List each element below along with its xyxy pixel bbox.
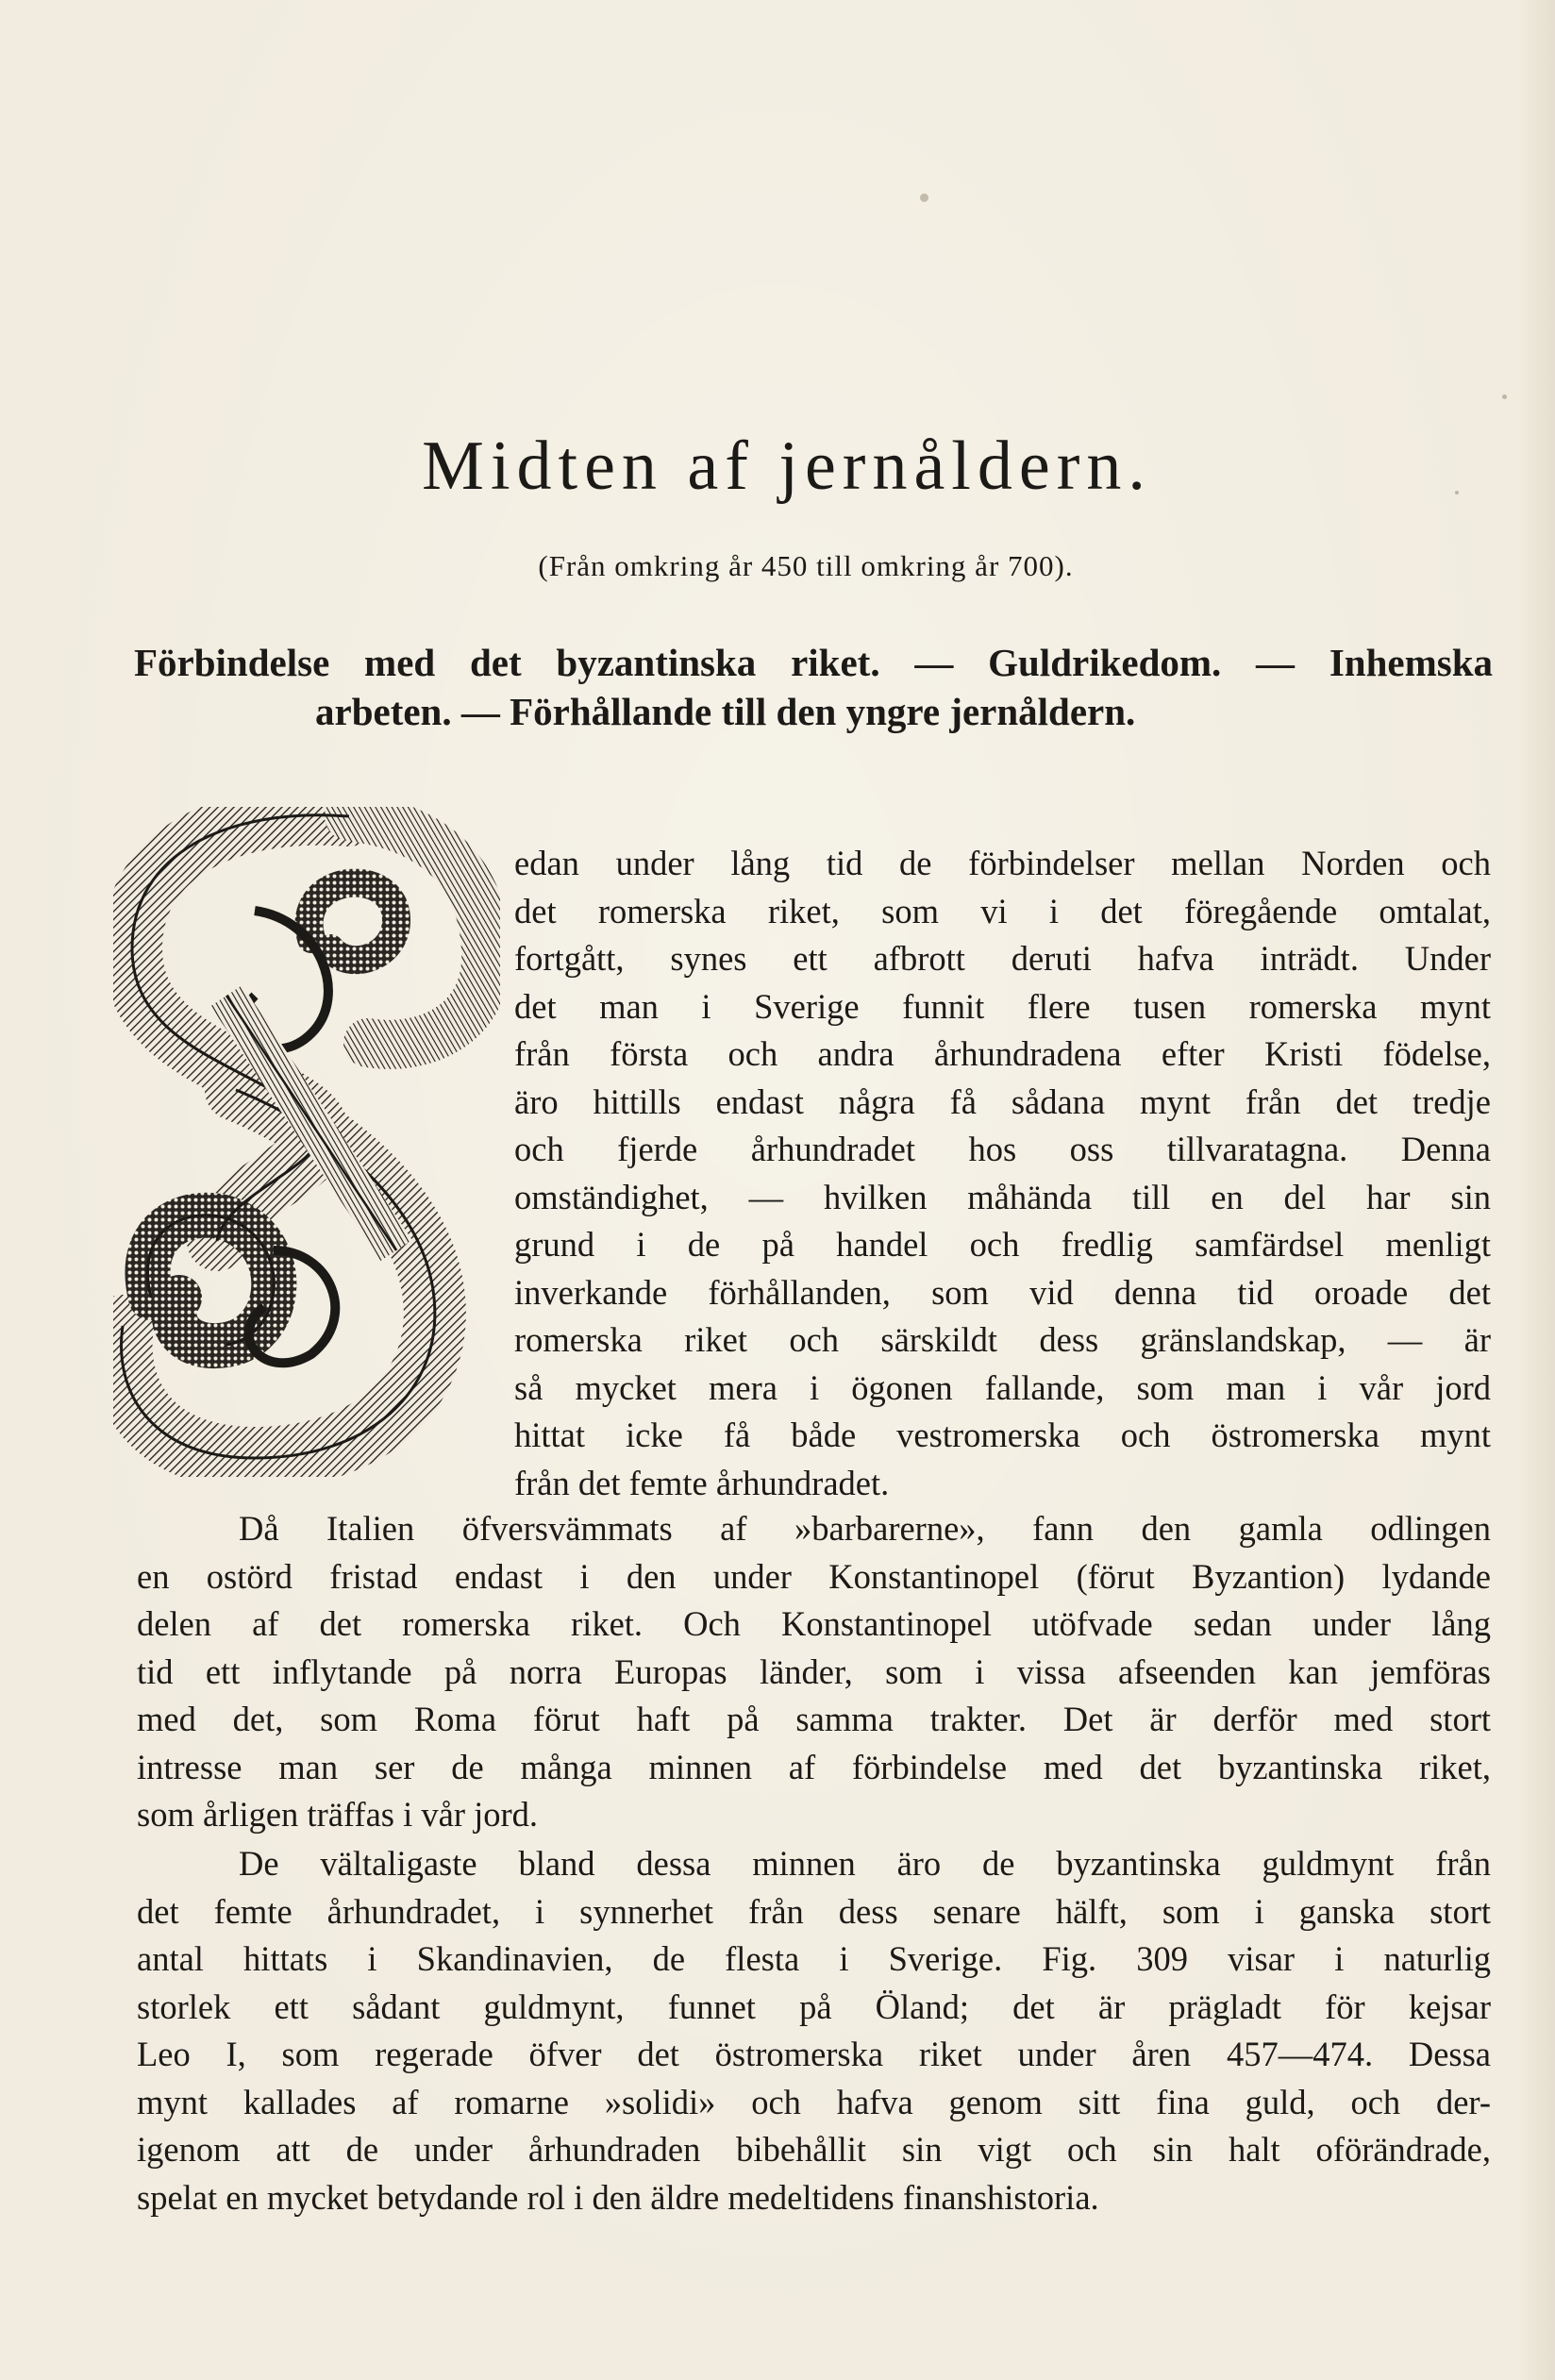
- third-paragraph: [137, 1840, 1491, 2221]
- text-line: edan under lång tid de förbindelser mellan Norden och: [514, 844, 1491, 882]
- text-line: omständighet, — hvilken måhända till en del har sin: [514, 1177, 1491, 1216]
- text-line: fortgått, synes ett afbrott deruti hafva inträdt. Under: [514, 939, 1491, 978]
- text-line: storlek ett sådant guldmynt, funnet på Öland; det är prägladt för kejsar: [137, 1986, 1491, 2026]
- text-line: från första och andra århundradena efter Kristi födelse,: [514, 1034, 1491, 1073]
- text-line: mynt kallades af romarne »solidi» och hafva genom sitt fina guld, och der-: [137, 2082, 1491, 2121]
- text-line: som årligen träffas i vår jord.: [137, 1795, 539, 1834]
- summary-line: arbeten. — Förhållande till den yngre jernåldern.: [315, 690, 1136, 733]
- text-line: det romerska riket, som vi i det föregående omtalat,: [514, 891, 1491, 930]
- text-line: antal hittats i Skandinavien, de flesta i Sverige. Fig. 309 visar i naturlig: [137, 1939, 1491, 1978]
- text-line: från det femte århundradet.: [514, 1463, 890, 1502]
- text-line: romerska riket och särskildt dess gränslandskap, — är: [514, 1320, 1491, 1359]
- first-paragraph: [514, 840, 1491, 1507]
- text-line: intresse man ser de många minnen af förbindelse med det byzantinska riket,: [137, 1747, 1491, 1786]
- text-line: en ostörd fristad endast i den under Konstantinopel (förut Byzantion) lydande: [137, 1556, 1491, 1596]
- paper-speck: [1502, 394, 1507, 399]
- text-line: igenom att de under århundraden bibehållit sin vigt och sin halt oförändrade,: [137, 2130, 1491, 2169]
- text-line: Då Italien öfversvämmats af »barbarerne», fann den gamla odlingen: [239, 1509, 1491, 1548]
- text-line: spelat en mycket betydande rol i den äldre medeltidens finanshistoria.: [137, 2177, 1099, 2217]
- ornamental-initial-s-icon: [113, 807, 500, 1477]
- chapter-date-range: (Från omkring år 450 till omkring år 700).: [538, 549, 1074, 582]
- text-line: och fjerde århundradet hos oss tillvaratagna. Denna: [514, 1130, 1491, 1168]
- text-line: De vältaligaste bland dessa minnen äro de byzantinska guldmynt från: [239, 1844, 1491, 1883]
- page-edge-shadow: [1517, 0, 1555, 2380]
- text-line: inverkande förhållanden, som vid denna tid oroade det: [514, 1272, 1491, 1312]
- text-line: Leo I, som regerade öfver det östromerska riket under åren 457—474. Dessa: [137, 2035, 1491, 2073]
- text-line: med det, som Roma förut haft på samma trakter. Det är derför med stort: [137, 1700, 1491, 1738]
- summary-line: Förbindelse med det byzantinska riket. — Guldrikedom. — Inhemska: [134, 641, 1493, 684]
- second-paragraph: [137, 1505, 1491, 1839]
- text-line: hittat icke få både vestromerska och östromerska mynt: [514, 1416, 1491, 1454]
- text-line: äro hittills endast några få sådana mynt från det tredje: [514, 1081, 1491, 1121]
- text-line: grund i de på handel och fredlig samfärdsel menligt: [514, 1225, 1491, 1264]
- paper-speck: [920, 193, 928, 202]
- text-line: delen af det romerska riket. Och Konstantinopel utöfvade sedan under lång: [137, 1604, 1491, 1643]
- text-line: det man i Sverige funnit flere tusen romerska mynt: [514, 986, 1491, 1026]
- text-line: det femte århundradet, i synnerhet från dess senare hälft, som i ganska stort: [137, 1891, 1491, 1931]
- chapter-title: Midten af jernåldern.: [422, 427, 1152, 505]
- chapter-summary: [134, 638, 1493, 736]
- text-line: tid ett inflytande på norra Europas länder, som i vissa afseenden kan jemföras: [137, 1651, 1491, 1691]
- text-line: så mycket mera i ögonen fallande, som man i vår jord: [514, 1367, 1491, 1407]
